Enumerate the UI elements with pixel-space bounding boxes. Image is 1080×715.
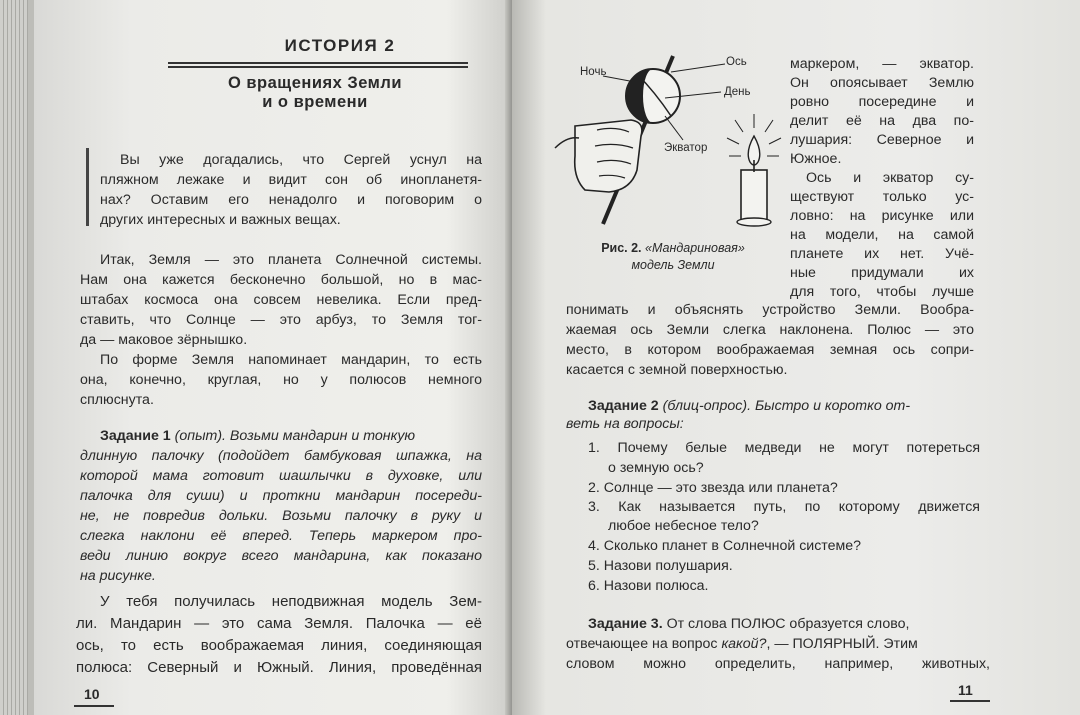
para1-line-2: Нам она кажется бесконечно большой, но в мас- (80, 272, 482, 288)
page-number-rule-left (74, 705, 114, 707)
title-rule-bottom (168, 66, 468, 68)
intro-line-2: пляжном лежаке и видит сон об инопланетя- (100, 172, 482, 188)
task3-text-2b: какой? (721, 636, 767, 652)
intro-line-4: других интересных и важных вещах. (100, 212, 341, 228)
task2-line-1 (588, 396, 976, 416)
col-line-7: Ось и экватор су- (806, 170, 974, 186)
para1-line-5: да — маковое зёрнышко. (80, 332, 248, 348)
figure-label-axis: Ось (726, 56, 747, 68)
page-number-rule-right (950, 700, 990, 702)
task3-line-3: словом можно определить, например, животных, (566, 656, 990, 672)
col-line-12: ные придумали их (790, 265, 974, 281)
figure-label-night: Ночь (580, 66, 607, 78)
task1-line-7: веди линию вокруг всего мандарина, как показано (80, 548, 482, 564)
task1-line-4: палочка для суши) и проткни мандарин посереди- (80, 488, 482, 504)
task3-text-2a: отвечающее на вопрос (566, 636, 722, 652)
section-title-line-1: О вращениях Земли (227, 74, 403, 92)
question-4: 4. Сколько планет в Солнечной системе? (588, 538, 862, 554)
task1-line-3: которой мама готовит шашлычки в духовке, или (80, 468, 482, 484)
para3-line-3: ось, то есть воображаемая линия, соединяющая (76, 637, 482, 654)
col-line-8: ществуют только ус- (790, 189, 974, 205)
task2-label: Задание 2 (588, 398, 659, 414)
task1-text-1: (опыт). Возьми мандарин и тонкую (170, 428, 416, 444)
task3-line-2 (566, 634, 986, 654)
full-line-2: жаемая ось Земли слегка наклонена. Полюс — это (566, 322, 974, 338)
task2-text-1: (блиц-опрос). Быстро и коротко от- (658, 398, 911, 414)
task3-label: Задание 3. (588, 616, 663, 632)
para1-line-4: ставить, что Солнце — это арбуз, то Земля тог- (80, 312, 482, 328)
intro-line-3: нах? Оставим его ненадолго и поговорим о (100, 192, 482, 208)
para2-line-3: сплюснута. (80, 392, 154, 408)
question-1-cont: о земную ось? (608, 460, 704, 476)
task1-line-2: длинную палочку (подойдет бамбуковая шпажка, на (80, 448, 482, 464)
page-number-right: 11 (958, 682, 973, 698)
task3-text-1: От слова ПОЛЮС образуется слово, (662, 616, 910, 632)
para3-line-2: ли. Мандарин — это сама Земля. Палочка — её (76, 615, 482, 632)
para1-line-3: штабах космоса она совсем невелика. Если пред- (80, 292, 482, 308)
task1-label: Задание 1 (100, 428, 171, 444)
col-line-4: делит её на два по- (790, 113, 974, 129)
candle (741, 170, 767, 222)
col-line-9: ловно: на рисунке или (790, 208, 974, 224)
col-line-10: на модели, на самой (790, 227, 974, 243)
para3-line-1: У тебя получилась неподвижная модель Зем- (100, 593, 482, 610)
section-title-line-2: и о времени (262, 93, 368, 111)
question-2: 2. Солнце — это звезда или планета? (588, 480, 838, 496)
col-line-13: для того, чтобы лучше (790, 284, 974, 300)
task3-line-1 (588, 614, 988, 634)
question-3: 3. Как называется путь, по которому движется (588, 499, 980, 515)
intro-sidebar-bar (86, 148, 89, 226)
task1-line-5: не, не повредив дольки. Возьми палочку в руку и (80, 508, 482, 524)
figure-label-day: День (724, 86, 751, 98)
night-leader (603, 76, 635, 82)
col-line-1: маркером, — экватор. (790, 56, 974, 72)
col-line-3: ровно посередине и (790, 94, 974, 110)
question-3-cont: любое небесное тело? (608, 518, 759, 534)
para1-line-1: Итак, Земля — это планета Солнечной системы. (100, 252, 482, 268)
caption-text-1: «Мандариновая» (645, 241, 745, 255)
col-line-5: лушария: Северное и (790, 132, 974, 148)
caption-label: Рис. 2. (601, 241, 642, 255)
title-rule-top (168, 62, 468, 64)
para3-line-4: полюса: Северный и Южный. Линия, проведённая (76, 659, 482, 676)
task1-line-8: на рисунке. (80, 568, 156, 584)
col-line-6: Южное. (790, 151, 842, 167)
full-line-4: касается с земной поверхностью. (566, 362, 788, 378)
figure-label-equator: Экватор (664, 142, 708, 154)
equator-leader (665, 116, 683, 140)
col-line-2: Он опоясывает Землю (790, 75, 974, 91)
full-line-1: понимать и объяснять устройство Земли. Вообра- (566, 302, 974, 318)
task3-text-2c: , — ПОЛЯРНЫЙ. Этим (766, 636, 918, 652)
question-5: 5. Назови полушария. (588, 558, 733, 574)
question-6: 6. Назови полюса. (588, 578, 709, 594)
para2-line-2: она, конечно, круглая, но у полюсов немного (80, 372, 482, 388)
page-number-left: 10 (84, 686, 100, 702)
task2-line-2: веть на вопросы: (566, 416, 684, 432)
caption-text-2: модель Земли (631, 258, 715, 272)
para2-line-1: По форме Земля напоминает мандарин, то есть (100, 352, 482, 368)
hand-drawing (575, 120, 642, 192)
full-line-3: место, в котором воображаемая земная ось сопри- (566, 342, 974, 358)
story-title: ИСТОРИЯ 2 (284, 36, 396, 55)
question-1: 1. Почему белые медведи не могут потереться (588, 440, 980, 456)
section-title (175, 74, 455, 112)
intro-line-1: Вы уже догадались, что Сергей уснул на (120, 152, 482, 168)
task1-line-6: слегка наклони её вперед. Теперь маркером про- (80, 528, 482, 544)
task1-line-1 (100, 426, 482, 446)
axis-leader (671, 64, 725, 72)
col-line-11: планете их нет. Учё- (790, 246, 974, 262)
figure-caption (562, 240, 784, 274)
